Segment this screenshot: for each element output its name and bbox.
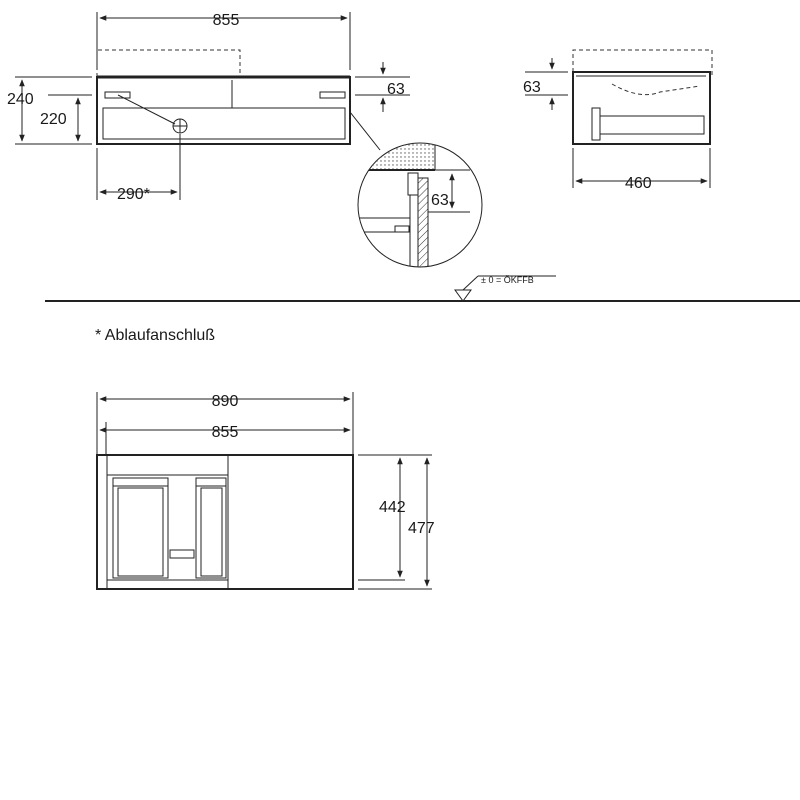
outer-height-label: 240 [7,91,34,108]
drawer-left [113,478,168,578]
top-view [7,12,410,203]
outer-width-label: 890 [211,393,239,410]
drain-offset-label: 290* [117,186,150,203]
basin-outline-dashed [97,50,240,77]
level-marker-icon [455,290,471,301]
floor-reference-label: ± 0 = ÖKFFB [481,275,534,285]
detail-dimension-label: 63 [431,192,449,209]
top-thickness-label: 63 [387,81,405,98]
footnote: * Ablaufanschluß [95,327,216,344]
side-depth-label: 460 [625,175,652,192]
front-outer-height-label: 477 [408,520,435,537]
handle-right-icon [320,92,345,98]
inner-width-label: 855 [211,424,239,441]
cabinet-door [228,455,353,589]
side-top-label: 63 [523,79,541,96]
drawer-outline [103,108,345,139]
drain-line [118,95,175,124]
width-dimension-label: 855 [212,12,240,29]
cabinet-body-top [97,77,350,144]
side-view [523,50,712,192]
handle-left-icon [105,92,130,98]
inner-height-label: 220 [40,111,67,128]
front-inner-height-label: 442 [379,499,406,516]
floor-line [45,275,800,301]
detail-view [355,140,482,273]
front-view [97,392,435,589]
